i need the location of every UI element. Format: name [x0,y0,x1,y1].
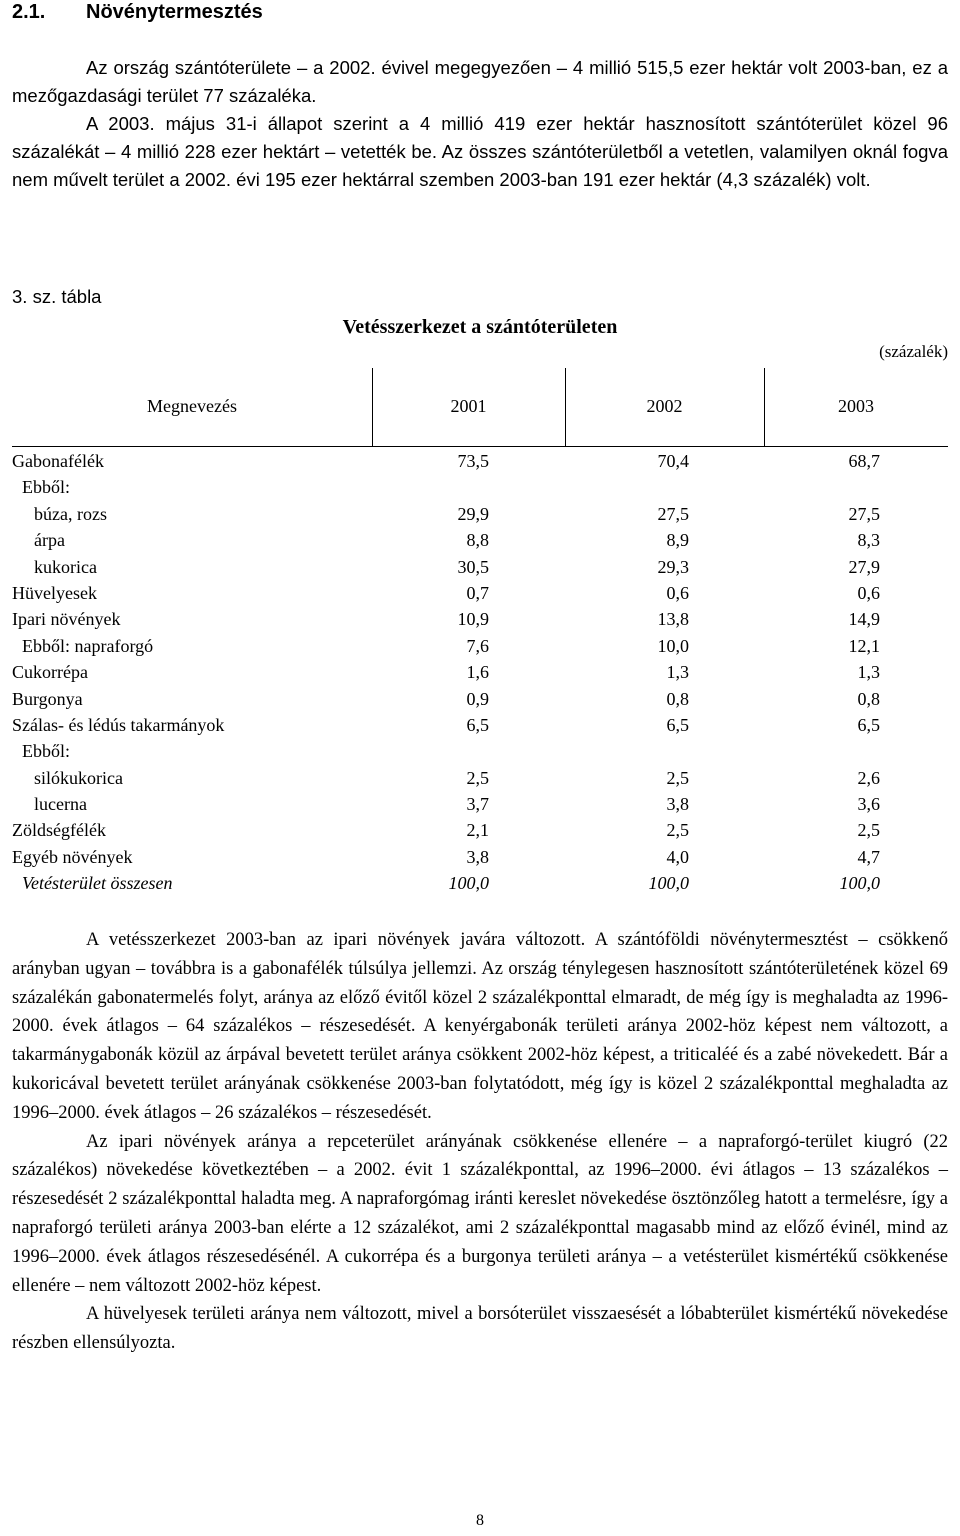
table-row [12,554,948,580]
row-value-2003: 27,9 [848,556,880,577]
row-value-2002: 70,4 [657,451,689,471]
header-year: 2001 [450,396,487,416]
table-row [12,580,948,606]
table-row [12,817,948,843]
table-title: Vetésszerkezet a szántóterületen [342,316,618,338]
row-value-2001: 0,7 [466,582,489,603]
row-value-2003: 12,1 [848,635,880,656]
row-value-2001: 8,8 [466,530,489,551]
row-value-2001: 73,5 [457,451,489,471]
row-label: árpa [34,530,65,551]
row-label: Ebből: napraforgó [22,635,154,656]
intro-text [12,54,948,194]
row-label: Burgonya [12,688,83,709]
row-label: Hüvelyesek [12,582,97,603]
row-label: Gabonafélék [12,451,104,471]
row-value-2003: 68,7 [848,451,880,471]
table-total-row [12,870,948,896]
table-row [12,501,948,527]
row-value-2002: 29,3 [657,556,689,577]
row-value-2003: 3,6 [857,794,880,815]
row-value-2003: 2,5 [857,820,880,841]
header-year: 2003 [838,396,874,416]
row-value-2002: 4,0 [666,846,689,867]
body-paragraph: A hüvelyesek területi aránya nem változott, mivel a borsóterület visszaesését a lóbabterület kismértékű növekedése részben ellensúlyozta. [12,1304,948,1354]
row-value-2003: 14,9 [848,609,880,630]
table-row [12,474,948,500]
table-row [12,738,948,764]
row-value-2003: 2,6 [857,767,880,788]
header-name: Megnevezés [147,396,237,416]
row-value-2002: 3,8 [666,794,689,815]
table-caption: 3. sz. tábla [12,286,102,307]
row-value-2003: 0,6 [857,582,880,603]
table-row [12,659,948,685]
row-value-2003: 27,5 [848,503,880,524]
row-value-2001: 30,5 [457,556,489,577]
row-label: Egyéb növények [12,846,133,867]
row-value-2002: 0,6 [666,582,689,603]
body-paragraph: A vetésszerkezet 2003-ban az ipari növények javára változott. A szántóföldi növénytermesztést – csökkenő arányban ugyan – továbbra is a gabonafélék túlsúlya jellemzi. Az ország ténylegesen hasznosított szántóterületének közel 69 százalékán gabonatermelés folyt, aránya az előző évitől közel 2 százalékponttal elmaradt, de még így is meghaladta az 1996-2000. évek átlagos – 64 százalékos – részesedését. A kenyérgabonák területi aránya 2002-höz képest nem változott, a takarmánygabonák közül az árpával bevetett terület aránya csökkent 2002-höz képest, a triticaléé és a zabé növekedett. Bár a kukoricával bevetett terület arányának csökkenése 2003-ban folytatódott, még így is közel 2 százalékponttal meghaladta az 1996–2000. évek átlagos – 26 százalékos – részesedését. [12,930,948,1123]
table-header [12,368,948,447]
row-label: Cukorrépa [12,662,88,683]
row-value-2003: 6,5 [857,714,880,735]
row-value-2001: 0,9 [466,688,489,709]
row-value-2003: 1,3 [857,662,880,683]
table-row [12,448,948,474]
row-value-2001: 29,9 [457,503,489,524]
row-value-2002: 2,5 [666,767,689,788]
row-value-2002: 27,5 [657,503,689,524]
row-label: Ebből: [22,741,70,762]
row-label: kukorica [34,556,97,577]
section-number: 2.1. [12,1,46,23]
intro-paragraph: Az ország szántóterülete – a 2002. évivel megegyezően – 4 millió 515,5 ezer hektár volt 2003-ban, ez a mezőgazdasági terület 77 százaléka. [12,57,948,106]
row-value-2002: 0,8 [666,688,689,709]
row-value-2002: 13,8 [657,609,689,630]
table-row [12,527,948,553]
table-row [12,633,948,659]
row-value-2002: 100,0 [648,873,689,894]
row-value-2002: 1,3 [666,662,689,683]
row-value-2002: 10,0 [657,635,689,656]
table-row [12,712,948,738]
body-text [12,926,948,1358]
table-row [12,791,948,817]
header-year: 2002 [646,396,683,416]
row-value-2001: 1,6 [466,662,489,683]
row-value-2002: 8,9 [666,530,689,551]
row-value-2001: 3,7 [466,794,489,815]
row-value-2001: 10,9 [457,609,489,630]
table-body [12,448,948,897]
table-unit: (százalék) [879,342,948,361]
table-row [12,686,948,712]
page-number: 8 [476,1512,484,1529]
row-label: Zöldségfélék [12,820,106,841]
row-value-2002: 2,5 [666,820,689,841]
table-row [12,844,948,870]
row-value-2002: 6,5 [666,714,689,735]
body-paragraph: Az ipari növények aránya a repceterület arányának csökkenése ellenére – a napraforgó-terület kiugró (22 százalékos) növekedése következtében – a 2002. évit 1 százalékponttal, az 1996–2000. évi átlagos – 13 százalékos – részesedését 2 százalékponttal haladta meg. A napraforgómag iránti kereslet növekedése ösztönzőleg hatott a termelésre, így a napraforgó területi aránya 2003-ban elérte a 12 százalékot, ami 2 százalékponttal magasabb mind az előző évinél, mind az 1996–2000. évek átlagos részesedésénél. A cukorrépa és a burgonya területi aránya – a vetésterület kismértékű csökkenése ellenére – nem változott 2002-höz képest. [12,1131,948,1296]
table-row [12,765,948,791]
row-label: Vetésterület összesen [22,873,173,894]
row-label: lucerna [34,794,87,815]
row-label: Ebből: [22,477,70,498]
row-value-2001: 100,0 [448,873,489,894]
row-value-2003: 4,7 [857,846,880,867]
section-title: Növénytermesztés [86,1,263,23]
intro-paragraph: A 2003. május 31-i állapot szerint a 4 millió 419 ezer hektár hasznosított szántóterület közel 96 százalékát – 4 millió 228 ezer hektárt – vetették be. Az összes szántóterületből a vetetlen, valamilyen oknál fogva nem művelt terület a 2002. évi 195 ezer hektárral szemben 2003-ban 191 ezer hektár (4,3 százalék) volt. [12,113,948,190]
row-value-2001: 2,1 [466,820,489,841]
row-value-2001: 2,5 [466,767,489,788]
section-heading [12,0,263,24]
row-value-2003: 100,0 [839,873,880,894]
row-value-2001: 3,8 [466,846,489,867]
row-value-2003: 8,3 [857,530,880,551]
row-value-2001: 7,6 [466,635,489,656]
row-label: búza, rozs [34,503,107,524]
row-label: silókukorica [34,767,123,788]
row-value-2003: 0,8 [857,688,880,709]
table-row [12,606,948,632]
row-label: Szálas- és lédús takarmányok [12,714,225,735]
row-label: Ipari növények [12,609,121,630]
row-value-2001: 6,5 [466,714,489,735]
